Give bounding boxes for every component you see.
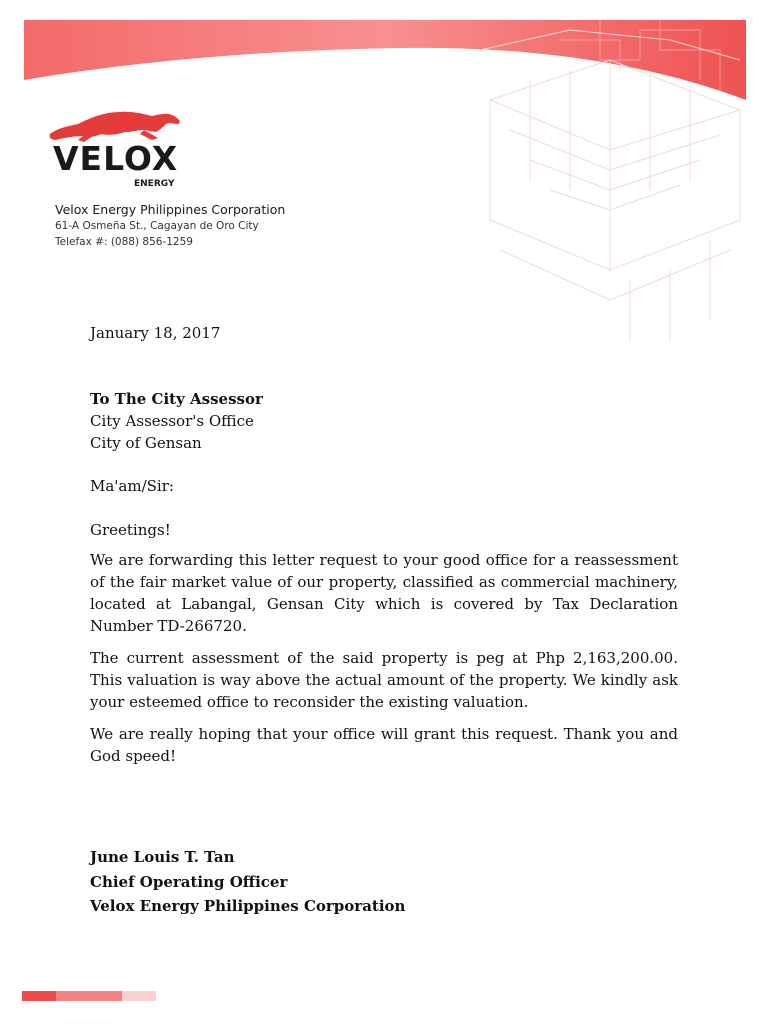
signatory-position: Chief Operating Officer <box>90 872 288 891</box>
letter-date: January 18, 2017 <box>90 324 221 342</box>
signature-block <box>90 845 678 919</box>
brand-logo-subtext: ENERGY <box>134 179 175 189</box>
background-pattern <box>470 20 750 350</box>
recipient-city: City of Gensan <box>90 434 202 452</box>
letterhead <box>48 96 318 256</box>
footer-segment <box>56 991 122 1001</box>
signatory-company: Velox Energy Philippines Corporation <box>90 897 406 915</box>
salutation: Ma'am/Sir: <box>90 477 174 495</box>
brand-logo-text: VELOX <box>53 139 179 178</box>
body-paragraph: We are forwarding this letter request to your good office for a reassessment of the fair market value of our property, classified as commercial machinery, located at Labangal, Gensan City which is covered by Tax Declaration Number TD-266720. <box>90 551 678 635</box>
body-paragraph: We are really hoping that your office will grant this request. Thank you and God speed! <box>90 725 678 765</box>
body-paragraph: The current assessment of the said property is peg at Php 2,163,200.00. This valuation is way above the actual amount of the property. We kindly ask your esteemed office to reconsider the existing valuation. <box>90 649 678 711</box>
company-telefax: Telefax #: (088) 856-1259 <box>55 236 193 248</box>
company-address: 61-A Osmeña St., Cagayan de Oro City <box>55 220 259 232</box>
signatory-name: June Louis T. Tan <box>90 848 235 866</box>
company-name: Velox Energy Philippines Corporation <box>55 202 286 217</box>
letter-body <box>90 322 678 919</box>
footer-segment <box>22 991 56 1001</box>
greeting: Greetings! <box>90 521 171 539</box>
recipient-title: To The City Assessor <box>90 390 263 408</box>
recipient-office: City Assessor's Office <box>90 412 254 430</box>
recipient-block <box>90 388 678 454</box>
footer-segment <box>122 991 156 1001</box>
footer-bar <box>22 991 156 1001</box>
